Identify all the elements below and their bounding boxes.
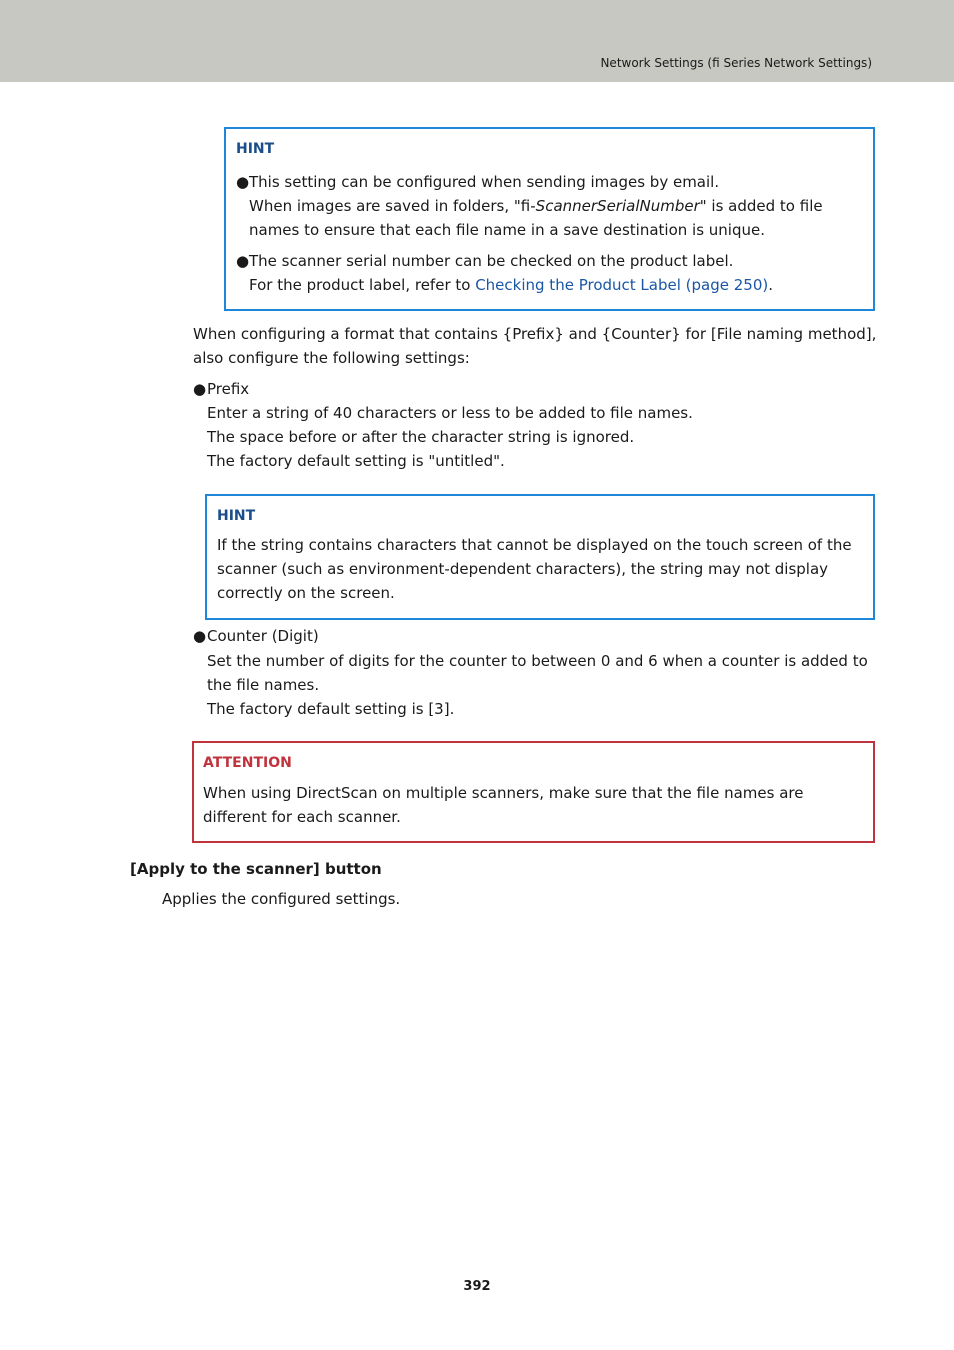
bullet-icon: ●	[236, 173, 250, 191]
hint-text: scanner (such as environment-dependent characters), the string may not display	[217, 560, 829, 578]
prefix-text: The space before or after the character string is ignored.	[207, 428, 635, 446]
page-header	[0, 0, 954, 82]
apply-heading: [Apply to the scanner] button	[130, 860, 382, 878]
hint-text: The scanner serial number can be checked on the product label.	[249, 252, 734, 270]
serial-number-placeholder: ScannerSerialNumber	[535, 197, 700, 215]
attention-box	[192, 741, 875, 843]
bullet-icon: ●	[193, 627, 207, 645]
apply-description: Applies the configured settings.	[162, 890, 401, 908]
counter-text: The factory default setting is [3].	[207, 700, 455, 718]
hint-box	[224, 127, 875, 311]
prefix-label: Prefix	[207, 380, 250, 398]
header-title: Network Settings (fi Series Network Settings)	[600, 56, 872, 70]
attention-text: When using DirectScan on multiple scanners, make sure that the file names are	[203, 784, 804, 802]
hint-box	[205, 494, 875, 620]
counter-text: the file names.	[207, 676, 320, 694]
hint-text: When images are saved in folders, "fi-ScannerSerialNumber" is added to file	[249, 197, 823, 215]
bullet-icon: ●	[236, 252, 250, 270]
intro-text: also configure the following settings:	[193, 349, 470, 367]
hint-title: HINT	[236, 141, 275, 157]
attention-text: different for each scanner.	[203, 808, 401, 826]
hint-text: names to ensure that each file name in a save destination is unique.	[249, 221, 765, 239]
product-label-link[interactable]: Checking the Product Label (page 250)	[475, 276, 769, 294]
attention-title: ATTENTION	[203, 755, 292, 771]
page-number: 392	[463, 1279, 491, 1294]
prefix-text: The factory default setting is "untitled".	[207, 452, 505, 470]
counter-label: Counter (Digit)	[207, 627, 319, 645]
intro-text: When configuring a format that contains {Prefix} and {Counter} for [File naming method],	[193, 325, 877, 343]
hint-title: HINT	[217, 508, 256, 524]
prefix-text: Enter a string of 40 characters or less to be added to file names.	[207, 404, 693, 422]
hint-text: If the string contains characters that cannot be displayed on the touch screen of the	[217, 536, 852, 554]
hint-text: For the product label, refer to Checking the Product Label (page 250).	[249, 276, 773, 294]
bullet-icon: ●	[193, 380, 207, 398]
counter-text: Set the number of digits for the counter to between 0 and 6 when a counter is added to	[207, 652, 868, 670]
hint-text: This setting can be configured when sending images by email.	[249, 173, 720, 191]
hint-text: correctly on the screen.	[217, 584, 395, 602]
